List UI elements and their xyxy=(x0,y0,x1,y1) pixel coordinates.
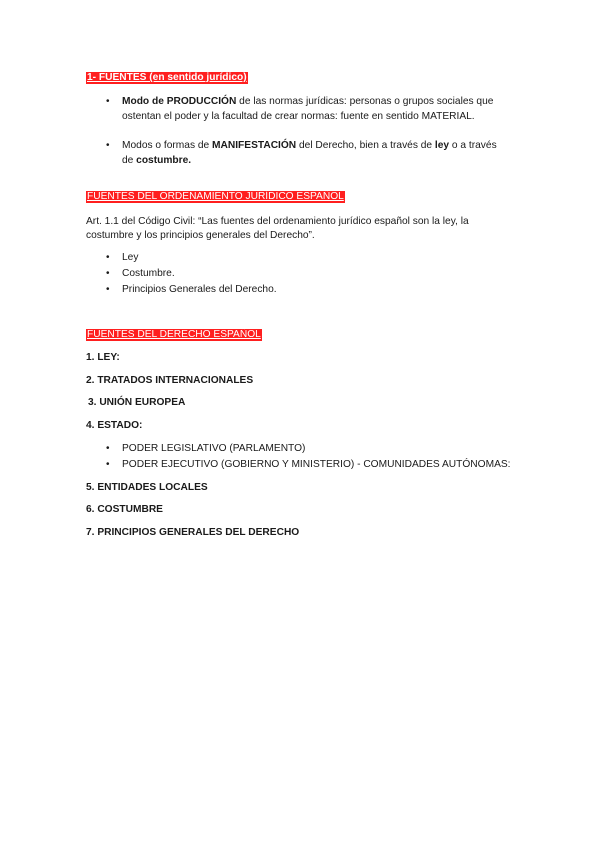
numbered-item-entidades-locales: 5. ENTIDADES LOCALES xyxy=(86,482,208,493)
numbered-item-principios: 7. PRINCIPIOS GENERALES DEL DERECHO xyxy=(86,527,300,538)
numbered-item-tratados: 2. TRATADOS INTERNACIONALES xyxy=(86,375,254,386)
bullet-manifestacion-line1: Modos o formas de MANIFESTACIÓN del Derecho, bien a través de ley o a través xyxy=(122,140,497,151)
section-heading-ordenamiento: FUENTES DEL ORDENAMIENTO JURÍDICO ESPAÑOL xyxy=(87,191,344,202)
list-item: Principios Generales del Derecho. xyxy=(122,284,277,295)
bullet-produccion-line1: Modo de PRODUCCIÓN de las normas jurídicas: personas o grupos sociales que xyxy=(122,96,494,107)
bullet-manifestacion-line2: de costumbre. xyxy=(122,155,192,166)
list-item: PODER EJECUTIVO (GOBIERNO Y MINISTERIO) - COMUNIDADES AUTÓNOMAS: xyxy=(122,459,511,470)
list-item: PODER LEGISLATIVO (PARLAMENTO) xyxy=(122,443,306,454)
list-item: Costumbre. xyxy=(122,268,175,279)
bullet-icon: • xyxy=(106,96,110,107)
numbered-item-costumbre: 6. COSTUMBRE xyxy=(86,504,163,515)
numbered-item-ley: 1. LEY: xyxy=(86,352,120,363)
section-heading-fuentes: 1- FUENTES (en sentido jurídico) xyxy=(87,72,247,83)
numbered-item-union-europea: 3. UNIÓN EUROPEA xyxy=(88,397,186,408)
bullet-icon: • xyxy=(106,443,110,454)
numbered-item-estado: 4. ESTADO: xyxy=(86,420,143,431)
bullet-icon: • xyxy=(106,140,110,151)
bullet-produccion-line2: ostentan el poder y la facultad de crear normas: fuente en sentido MATERIAL. xyxy=(122,111,475,122)
bullet-icon: • xyxy=(106,459,110,470)
bullet-icon: • xyxy=(106,284,110,295)
list-item: Ley xyxy=(122,252,139,263)
bullet-icon: • xyxy=(106,252,110,263)
quote-line2: costumbre y los principios generales del Derecho”. xyxy=(86,230,315,241)
quote-line1: Art. 1.1 del Código Civil: “Las fuentes del ordenamiento jurídico español son la ley, la xyxy=(86,216,469,227)
section-heading-derecho-espanol: FUENTES DEL DERECHO ESPAÑOL xyxy=(87,329,261,340)
bullet-icon: • xyxy=(106,268,110,279)
